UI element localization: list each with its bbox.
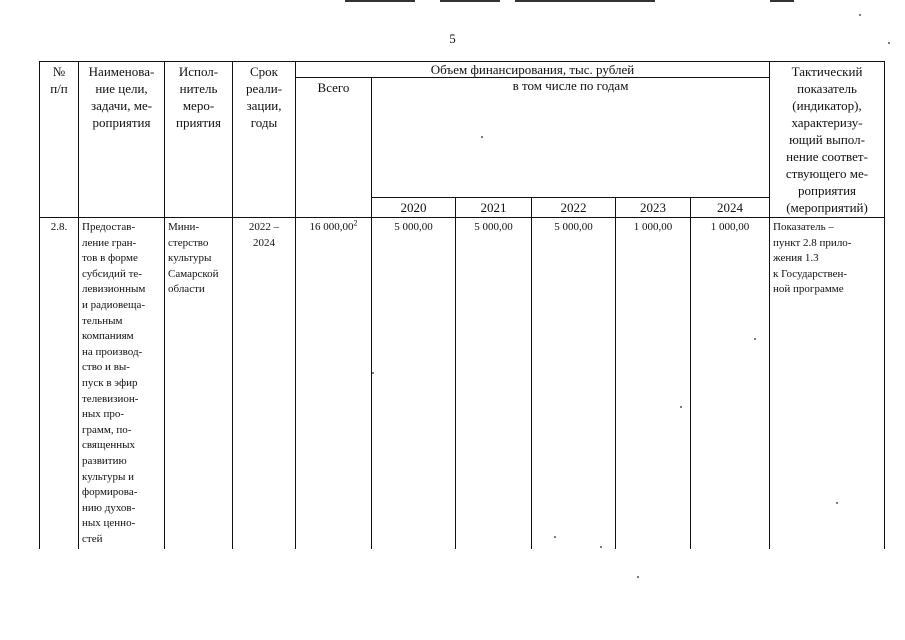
row-value-2023: 1 000,00: [616, 218, 691, 550]
header-year: 2024: [691, 198, 770, 218]
row-name: Предостав- ление гран- тов в форме субсидий те- левизионным и радиовеща- тельным компаниям на производ- ство и вы- пуск в эфир телевизион- ных про- грамм, по- священных развитию культуры и формирова- нию духов- ных ценно- стей: [79, 218, 165, 550]
row-total-footnote: 2: [353, 218, 358, 228]
scan-speck: [754, 338, 756, 340]
header-indicator: Тактический показатель (индикатор), характеризу- ющий выпол- нение соответ- ствующего ме- роприятия (мероприятий): [770, 62, 885, 218]
scan-speck: [680, 406, 682, 408]
scan-speck: [554, 536, 556, 538]
scan-speck: [836, 502, 838, 504]
header-row-1: [40, 62, 885, 78]
scan-speck: [859, 14, 861, 16]
header-year: 2022: [532, 198, 616, 218]
header-funding: Объем финансирования, тыс. рублей: [296, 62, 770, 78]
row-term: 2022 – 2024: [233, 218, 296, 550]
row-value-2021: 5 000,00: [456, 218, 532, 550]
header-term: Срок реали- зации, годы: [233, 62, 296, 218]
header-executor: Испол- нитель меро- приятия: [165, 62, 233, 218]
row-executor: Мини- стерство культуры Самарской области: [165, 218, 233, 550]
scan-speck: [372, 372, 374, 374]
header-num: № п/п: [40, 62, 79, 218]
header-year: 2023: [616, 198, 691, 218]
row-indicator: Показатель – пункт 2.8 прило- жения 1.3 к Государствен- ной программе: [770, 218, 885, 550]
row-total-value: 16 000,00: [309, 221, 354, 233]
scan-speck: [888, 42, 890, 44]
row-num: 2.8.: [40, 218, 79, 550]
page-number: 5: [449, 31, 456, 46]
header-total: Всего: [296, 78, 372, 218]
table-row: [40, 218, 885, 550]
row-value-2022: 5 000,00: [532, 218, 616, 550]
scan-speck: [600, 546, 602, 548]
scan-speck: [637, 576, 639, 578]
row-value-2024: 1 000,00: [691, 218, 770, 550]
row-value-2020: 5 000,00: [372, 218, 456, 550]
scan-top-marks: [0, 0, 905, 6]
header-year: 2021: [456, 198, 532, 218]
header-by-years: в том числе по годам: [372, 78, 770, 198]
header-name: Наименова- ние цели, задачи, ме- роприятия: [79, 62, 165, 218]
scan-speck: [481, 136, 483, 138]
program-table: [39, 61, 885, 549]
header-year: 2020: [372, 198, 456, 218]
row-total: [296, 218, 372, 550]
